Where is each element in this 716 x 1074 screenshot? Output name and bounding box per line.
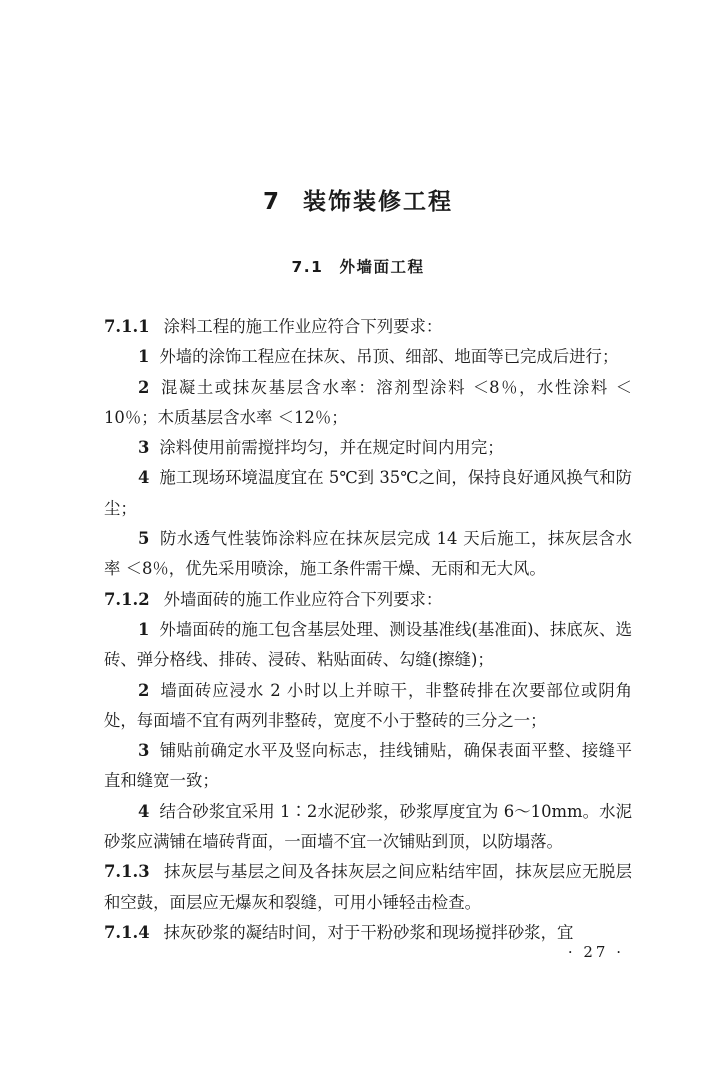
clause-text: 抹灰层与基层之间及各抹灰层之间应粘结牢固，抹灰层应无脱层和空鼓，面层应无爆灰和裂缝，可用小锤轻击检查。 [104, 862, 632, 912]
body-text [104, 312, 632, 948]
clause-number: 7.1.1 [104, 317, 150, 336]
item-text: 铺贴前确定水平及竖向标志，挂线铺贴，确保表面平整、接缝平直和缝宽一致； [104, 741, 632, 791]
clause-number: 7.1.4 [104, 922, 150, 942]
list-item [104, 373, 632, 434]
section-title [0, 255, 716, 277]
clause [104, 857, 632, 918]
list-item [104, 615, 632, 676]
page-number: · 27 · [567, 943, 624, 961]
item-text: 施工现场环境温度宜在 5℃到 35℃之间，保持良好通风换气和防尘； [104, 468, 632, 518]
chapter-number: 7 [262, 189, 281, 215]
clause [104, 312, 632, 342]
item-number: 2 [138, 377, 150, 397]
item-text: 结合砂浆宜采用 1∶2水泥砂浆，砂浆厚度宜为 6～10mm。水泥砂浆应满铺在墙砖背面，一面墙不宜一次铺贴到顶，以防塌落。 [104, 801, 632, 852]
list-item [104, 676, 632, 737]
item-text: 混凝土或抹灰基层含水率：溶剂型涂料 ＜8％，水性涂料 ＜10％；木质基层含水率 ＜12％； [104, 377, 632, 427]
clause-number: 7.1.3 [104, 862, 150, 882]
list-item [104, 524, 632, 585]
item-text: 外墙面砖的施工包含基层处理、测设基准线(基准面)、抹底灰、选砖、弹分格线、排砖、浸砖、粘贴面砖、勾缝(擦缝)； [104, 619, 632, 670]
item-number: 4 [138, 801, 150, 821]
item-text: 外墙的涂饰工程应在抹灰、吊顶、细部、地面等已完成后进行； [159, 347, 619, 367]
list-item [104, 797, 632, 858]
item-number: 5 [138, 529, 150, 549]
item-number: 1 [138, 619, 150, 639]
item-number: 3 [138, 741, 150, 761]
list-item [104, 736, 632, 797]
chapter-title [0, 183, 716, 216]
section-number: 7.1 [291, 258, 324, 276]
item-number: 2 [138, 680, 150, 700]
item-number: 4 [138, 468, 150, 488]
item-number: 3 [138, 438, 150, 458]
section-title-text: 外墙面工程 [339, 258, 425, 276]
item-text: 涂料使用前需搅拌均匀，并在规定时间内用完； [159, 438, 504, 458]
clause-text: 抹灰砂浆的凝结时间，对于干粉砂浆和现场搅拌砂浆，宜 [163, 922, 574, 942]
clause-number: 7.1.2 [104, 589, 150, 609]
clause [104, 918, 632, 948]
clause-text: 涂料工程的施工作业应符合下列要求： [163, 317, 443, 336]
item-text: 墙面砖应浸水 2 小时以上并晾干，非整砖排在次要部位或阴角处，每面墙不宜有两列非整砖，宽度不小于整砖的三分之一； [104, 680, 632, 730]
clause-text: 外墙面砖的施工作业应符合下列要求： [163, 589, 443, 609]
item-text: 防水透气性装饰涂料应在抹灰层完成 14 天后施工，抹灰层含水率 ＜8％，优先采用喷涂，施工条件需干燥、无雨和无大风。 [104, 529, 632, 579]
item-number: 1 [138, 347, 150, 367]
chapter-title-text: 装饰装修工程 [303, 189, 453, 215]
list-item [104, 342, 632, 372]
list-item [104, 433, 632, 463]
clause [104, 585, 632, 615]
list-item [104, 463, 632, 524]
